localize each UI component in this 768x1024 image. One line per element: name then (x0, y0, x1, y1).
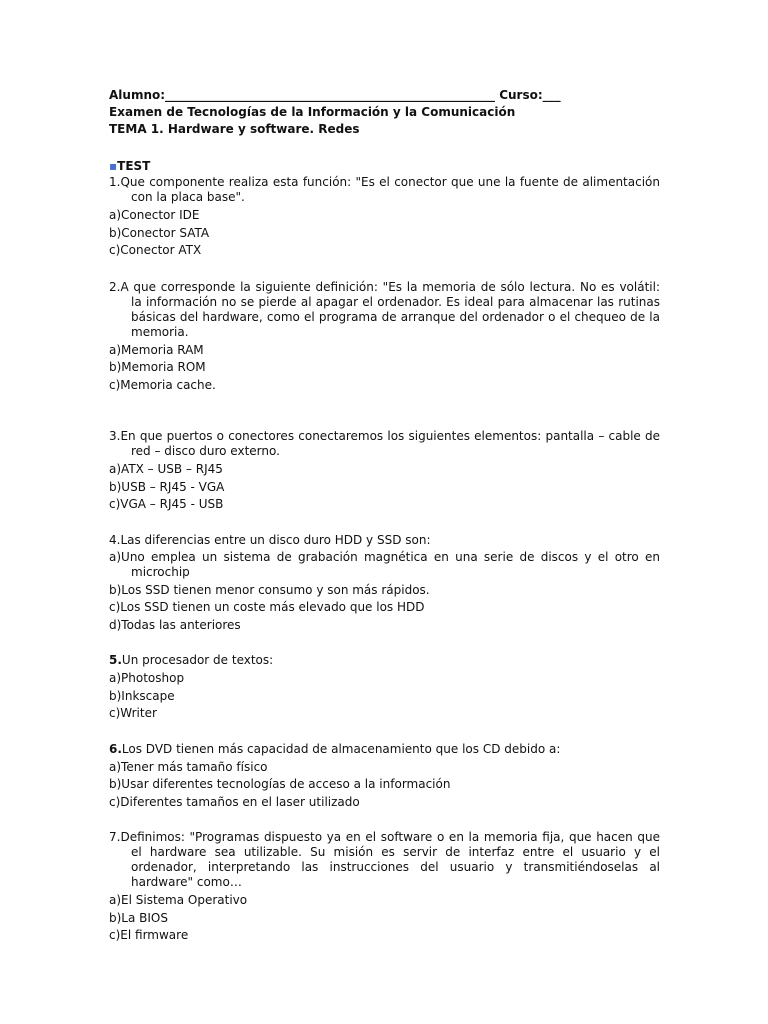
question-number: 2. (109, 279, 121, 294)
answer-option: a)Memoria RAM (109, 342, 204, 357)
question-number: 7. (109, 830, 121, 844)
answer-option: a)Photoshop (109, 671, 185, 685)
answer-options (109, 670, 660, 723)
answer-options (109, 461, 660, 514)
answer-option: a)Uno emplea un sistema de grabación magnética en una serie de discos y el otro en microchip (109, 549, 660, 579)
answer-options (109, 759, 660, 812)
question-block (109, 830, 660, 945)
answer-option: a)Tener más tamaño físico (109, 759, 268, 774)
answer-options (109, 342, 660, 395)
question-body: A que corresponde la siguiente definición: "Es la memoria de sólo lectura. No es volátil: la información no se pierde al apagar el ordenador. Es ideal para almacenar las rutinas básicas del hardware, como el programa de arranque del ordenador o el chequeo de la memoria. (120, 279, 660, 339)
answer-option: b)La BIOS (109, 910, 168, 925)
answer-option: c)Los SSD tienen un coste más elevado que los HDD (109, 600, 425, 614)
answer-option: c)Diferentes tamaños en el laser utilizado (109, 794, 360, 809)
answer-option: b)USB – RJ45 - VGA (109, 479, 225, 494)
question-body: En que puertos o conectores conectaremos los siguientes elementos: pantalla – cable de red – disco duro externo. (120, 429, 660, 458)
answer-option: b)Conector SATA (109, 225, 210, 240)
answer-option: b)Usar diferentes tecnologías de acceso a la información (109, 777, 451, 791)
exam-title: Examen de Tecnologías de la Información y la Comunicación (109, 105, 516, 119)
question-body: Un procesador de textos: (121, 653, 274, 667)
question-block (109, 175, 660, 260)
question-text (109, 533, 660, 548)
question-text (109, 742, 660, 757)
answer-option: c)Writer (109, 706, 157, 720)
question-number: 1. (109, 175, 121, 189)
answer-option: b)Los SSD tienen menor consumo y son más rápidos. (109, 582, 430, 597)
question-text (109, 175, 660, 205)
question-number: 4. (109, 532, 121, 547)
answer-options (109, 892, 660, 945)
question-text (109, 429, 660, 459)
answer-option: c)El firmware (109, 928, 189, 942)
question-text (109, 280, 660, 340)
answer-option: a)ATX – USB – RJ45 (109, 462, 223, 476)
test-heading (109, 157, 660, 175)
student-course-line: Alumno:_______________________________________________________ Curso:___ (109, 88, 561, 102)
question-number: 3. (109, 429, 121, 443)
answer-option: c)Conector ATX (109, 243, 202, 257)
answer-options (109, 550, 660, 635)
question-text (109, 830, 660, 890)
bullet-icon: ▪ (109, 159, 118, 173)
question-body: Las diferencias entre un disco duro HDD y SSD son: (120, 532, 431, 547)
question-block (109, 533, 660, 635)
question-number: 6. (109, 741, 122, 756)
answer-option: c)VGA – RJ45 - USB (109, 497, 224, 511)
question-text (109, 653, 660, 668)
answer-option: d)Todas las anteriores (109, 617, 241, 632)
question-block (109, 653, 660, 723)
answer-option: a)El Sistema Operativo (109, 893, 248, 907)
test-label: TEST (117, 159, 151, 173)
question-body: Definimos: "Programas dispuesto ya en el software o en la memoria fija, que hacen que el hardware sea utilizable. Su misión es servir de interfaz entre el usuario y el ordenador, interpretando las instrucciones del usuario y transmitiéndoselas al hardware" como… (120, 830, 660, 889)
answer-options (109, 207, 660, 260)
answer-option: c)Memoria cache. (109, 377, 216, 392)
answer-option: a)Conector IDE (109, 208, 200, 222)
question-block (109, 429, 660, 514)
answer-option: b)Memoria ROM (109, 360, 206, 374)
question-number: 5. (109, 653, 122, 667)
question-body: Que componente realiza esta función: "Es el conector que une la fuente de alimentación con la placa base". (120, 175, 660, 204)
answer-option: b)Inkscape (109, 688, 175, 703)
topic-title: TEMA 1. Hardware y software. Redes (109, 122, 360, 136)
question-block (109, 742, 660, 812)
question-body: Los DVD tienen más capacidad de almacenamiento que los CD debido a: (121, 741, 561, 756)
question-block (109, 280, 660, 395)
